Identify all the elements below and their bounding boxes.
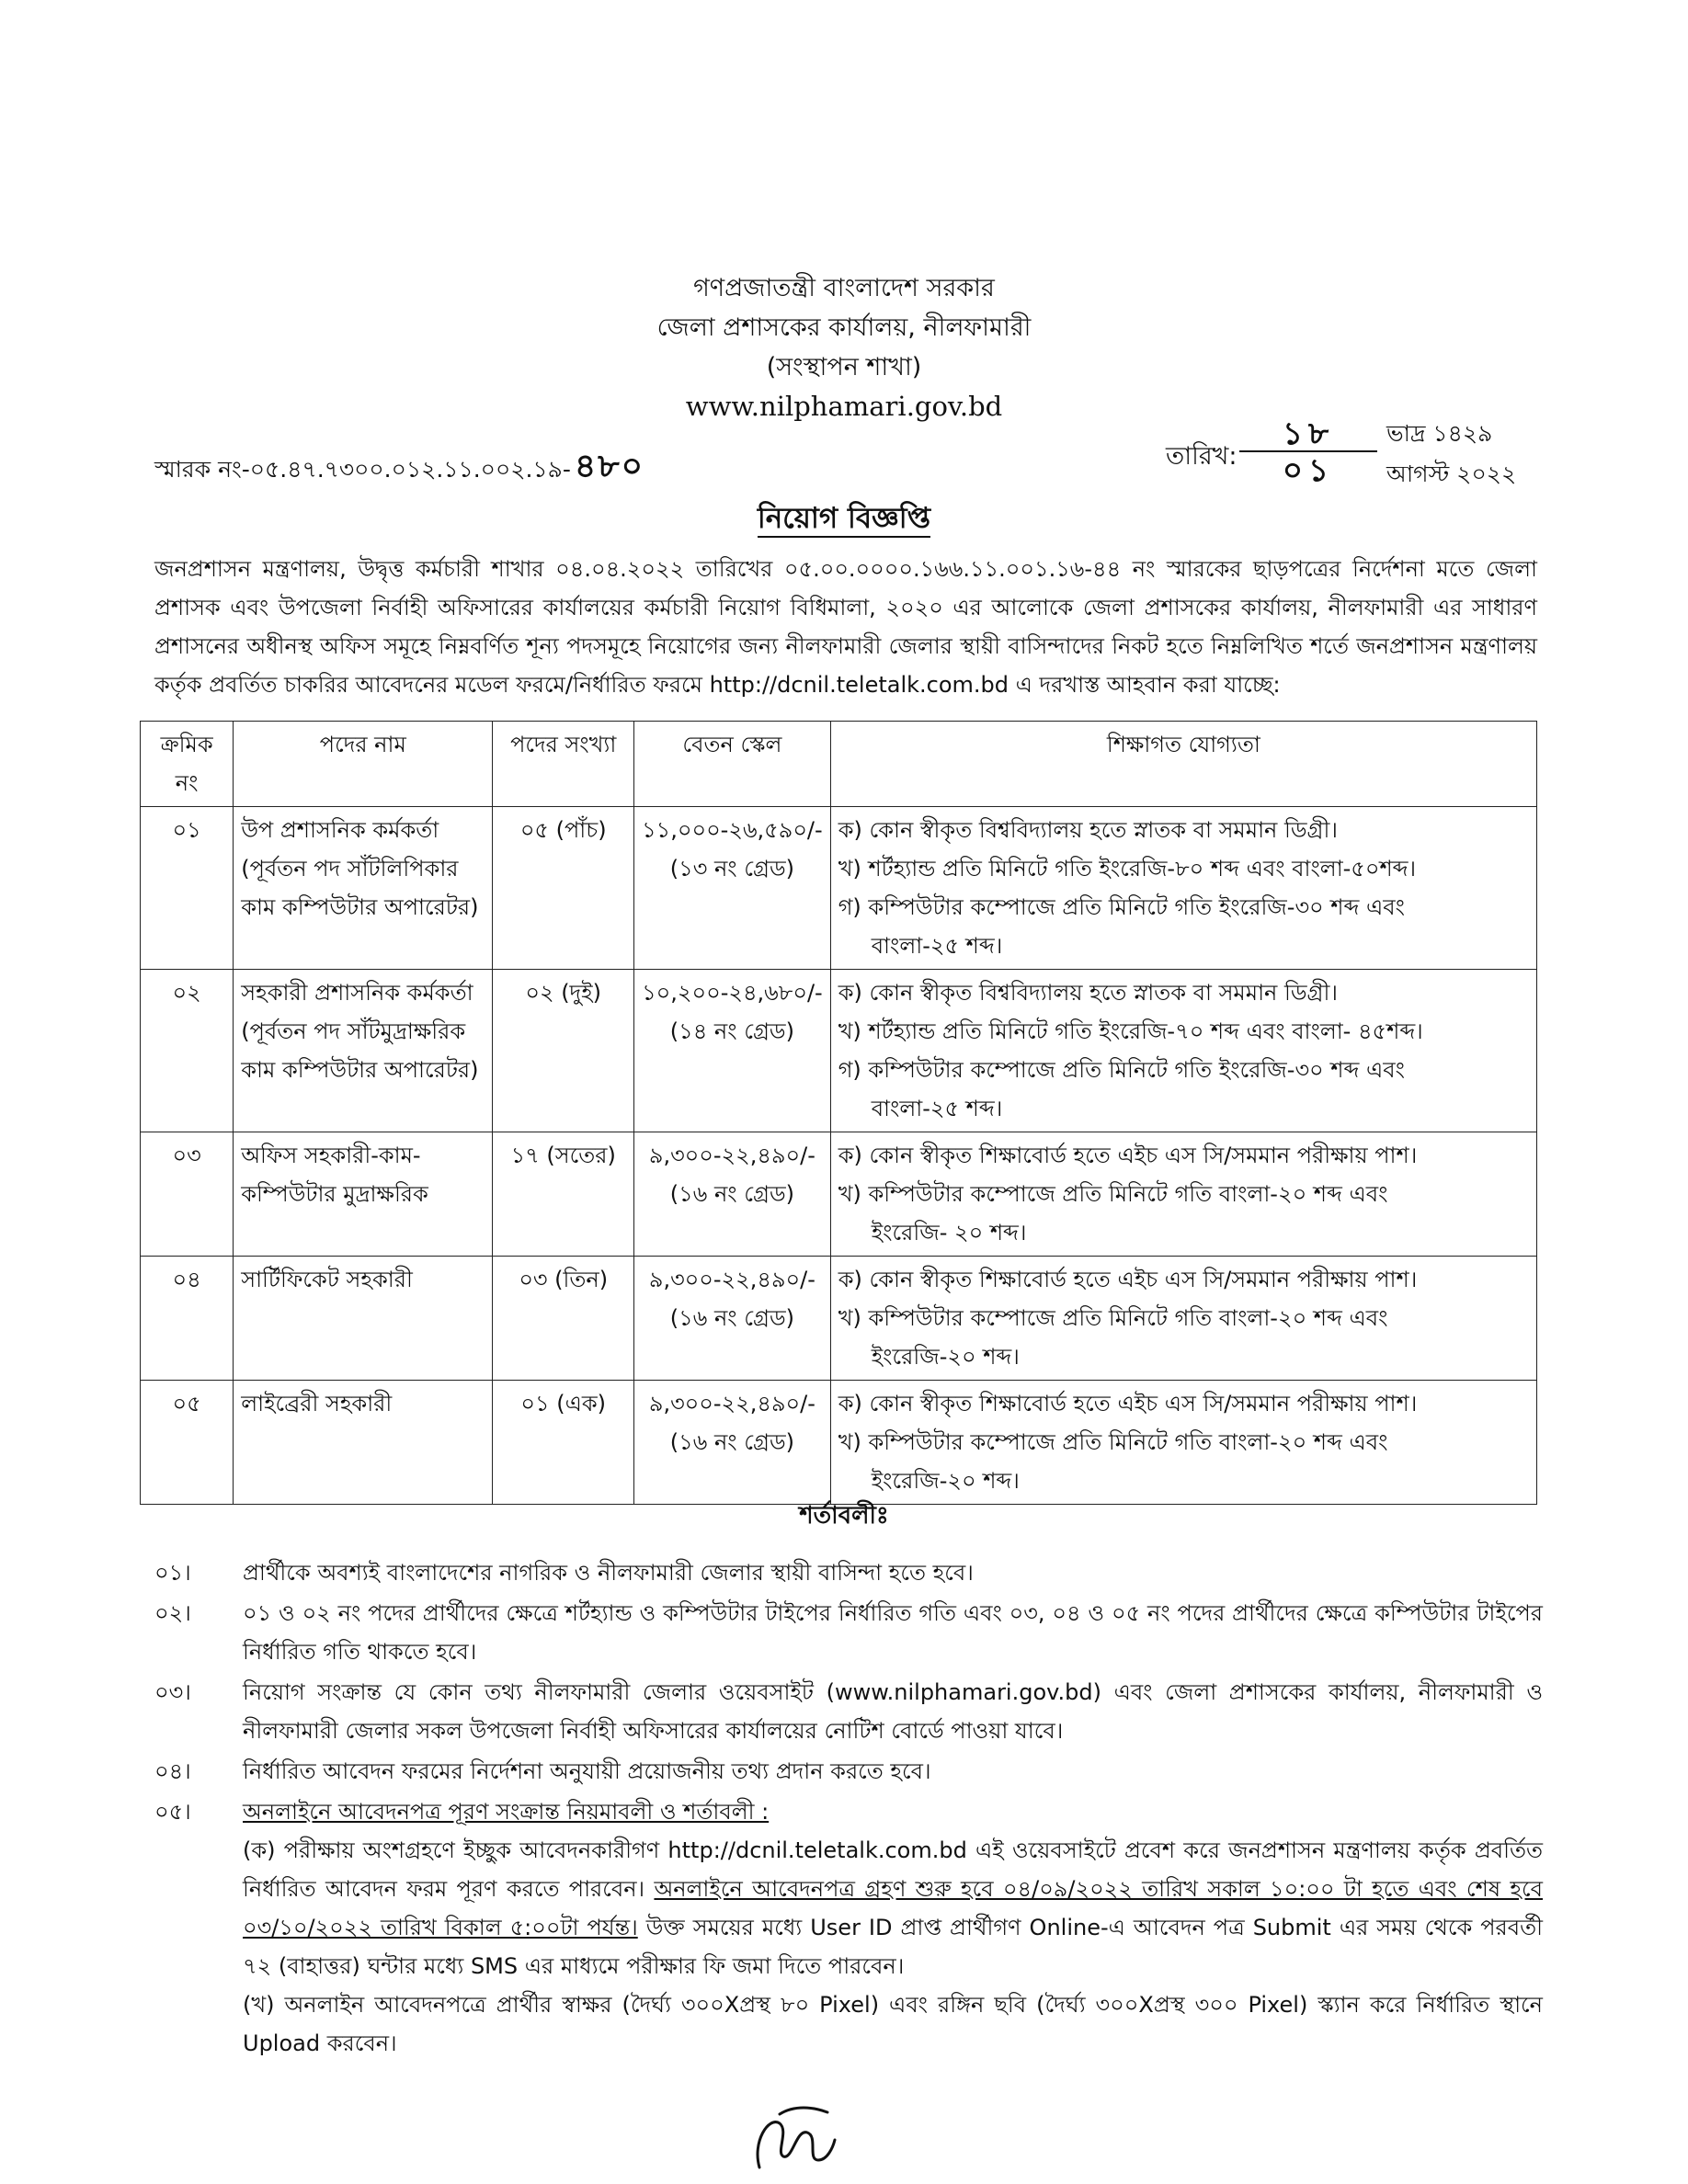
post-name: উপ প্রশাসনিক কর্মকর্তা	[241, 817, 439, 843]
qualification-line: খ) কম্পিউটার কম্পোজে প্রতি মিনিটে গতি বাংলা-২০ শব্দ এবং	[838, 1429, 1388, 1455]
col-count: পদের সংখ্যা	[493, 722, 634, 807]
term-item	[154, 1594, 1543, 1671]
post-name: সার্টিফিকেট সহকারী	[241, 1267, 413, 1292]
posts-table	[140, 721, 1537, 1505]
count-cell: ০১ (এক)	[493, 1381, 634, 1505]
table-row	[141, 1132, 1537, 1257]
term-number: ০৫।	[154, 1799, 191, 1825]
date-label: তারিখ:	[1166, 442, 1237, 471]
qualification-line: ইংরেজি- ২০ শব্দ।	[871, 1220, 1027, 1246]
qualification-line: খ) শর্টহ্যান্ড প্রতি মিনিটে গতি ইংরেজি-৭০ শব্দ এবং বাংলা- ৪৫শব্দ।	[838, 1018, 1423, 1044]
table-row	[141, 970, 1537, 1132]
qualification-line: গ) কম্পিউটার কম্পোজে প্রতি মিনিটে গতি ইংরেজি-৩০ শব্দ এবং	[838, 894, 1405, 920]
post-name: লাইব্রেরী সহকারী	[241, 1391, 393, 1416]
date-bangla-month: ভাদ্র ১৪২৯	[1386, 420, 1493, 447]
serial-cell: ০১	[141, 807, 234, 970]
terms-title: শর্তাবলীঃ	[799, 1502, 889, 1530]
qualification-line: ক) কোন স্বীকৃত বিশ্ববিদ্যালয় হতে স্নাতক বা সমমান ডিগ্রী।	[838, 980, 1338, 1006]
date-block	[1166, 412, 1534, 489]
qualification-line: বাংলা-২৫ শব্দ।	[871, 933, 1003, 959]
qualification-cell	[830, 970, 1536, 1132]
count-cell: ০৩ (তিন)	[493, 1257, 634, 1381]
intro-paragraph: জনপ্রশাসন মন্ত্রণালয়, উদ্বৃত্ত কর্মচারী শাখার ০৪.০৪.২০২২ তারিখের ০৫.০০.০০০০.১৬৬.১১.০০১.১৬-৪৪ নং স্মারকের ছাড়পত্রের নির্দেশনা মতে জেলা প্রশাসক এবং উপজেলা নির্বাহী অফিসারের কার্যালয়ের কর্মচারী নিয়োগ বিধিমালা, ২০২০ এর আলোকে জেলা প্রশাসকের কার্যালয়, নীলফামারী এর সাধারণ প্রশাসনের অধীনস্থ অফিস সমূহে নিম্নবর্ণিত শূন্য পদসমূহে নিয়োগের জন্য নীলফামারী জেলার স্থায়ী বাসিন্দাদের নিকট হতে নিম্নলিখিত শর্তে জনপ্রশাসন মন্ত্রণালয় কর্তৃক প্রবর্তিত চাকরির আবেদনের মডেল ফরমে/নির্ধারিত ফরমে http://dcnil.teletalk.com.bd এ দরখাস্ত আহবান করা যাচ্ছে:	[154, 556, 1537, 698]
post-cell	[234, 807, 493, 970]
memo-number	[154, 441, 644, 496]
qualification-cell	[830, 1381, 1536, 1505]
grade: (১৪ নং গ্রেড)	[669, 1018, 794, 1044]
qualification-line: খ) কম্পিউটার কম্পোজে প্রতি মিনিটে গতি বাংলা-২০ শব্দ এবং	[838, 1181, 1388, 1207]
pay-scale: ১১,০০০-২৬,৫৯০/-	[642, 817, 823, 843]
qualification-line: খ) কম্পিউটার কম্পোজে প্রতি মিনিটে গতি বাংলা-২০ শব্দ এবং	[838, 1305, 1388, 1331]
post-note: (পূর্বতন পদ সাঁটলিপিকার	[241, 856, 459, 882]
term-text: ০১ ও ০২ নং পদের প্রার্থীদের ক্ষেত্রে শর্টহ্যান্ড ও কম্পিউটার টাইপের নির্ধারিত গতি এবং ০৩, ০৪ ও ০৫ নং পদের প্রার্থীদের ক্ষেত্রে কম্পিউটার টাইপের নির্ধারিত গতি থাকতে হবে।	[243, 1600, 1543, 1665]
post-cell	[234, 1381, 493, 1505]
serial-cell: ০৪	[141, 1257, 234, 1381]
memo-handwritten-number: ৪৮০	[574, 448, 645, 485]
signature-mark	[743, 2096, 844, 2178]
terms-list	[154, 1553, 1543, 2065]
serial-cell: ০৫	[141, 1381, 234, 1505]
date-english-month: আগস্ট ২০২২	[1386, 461, 1517, 487]
date-english-day: ০১	[1282, 452, 1335, 489]
notice-title-text: নিয়োগ বিজ্ঞপ্তি	[758, 502, 930, 538]
post-name: অফিস সহকারী-কাম-	[241, 1143, 421, 1168]
office-header	[0, 268, 1688, 427]
table-header-row	[141, 722, 1537, 807]
term-text: নির্ধারিত আবেদন ফরমের নির্দেশনা অনুযায়ী প্রয়োজনীয় তথ্য প্রদান করতে হবে।	[243, 1758, 931, 1784]
count-cell: ০২ (দুই)	[493, 970, 634, 1132]
pay-scale: ৯,৩০০-২২,৪৯০/-	[648, 1143, 815, 1168]
col-post: পদের নাম	[234, 722, 493, 807]
term-text: নিয়োগ সংক্রান্ত যে কোন তথ্য নীলফামারী জেলার ওয়েবসাইট (www.nilphamari.gov.bd) এবং জেলা প্রশাসকের কার্যালয়, নীলফামারী ও নীলফামারী জেলার সকল উপজেলা নির্বাহী অফিসারের কার্যালয়ের নোটিশ বোর্ডে পাওয়া যাবে।	[243, 1679, 1543, 1744]
term-number: ০২।	[154, 1600, 191, 1626]
website-text: www.nilphamari.gov.bd	[685, 391, 1003, 422]
table-row	[141, 807, 1537, 970]
memo-label: স্মারক নং-০৫.৪৭.৭৩০০.০১২.১১.০০২.১৯-	[154, 456, 571, 483]
pay-scale: ৯,৩০০-২২,৪৯০/-	[648, 1391, 815, 1416]
count-cell: ০৫ (পাঁচ)	[493, 807, 634, 970]
qualification-line: গ) কম্পিউটার কম্পোজে প্রতি মিনিটে গতি ইংরেজি-৩০ শব্দ এবং	[838, 1057, 1405, 1083]
col-scale: বেতন স্কেল	[634, 722, 831, 807]
qualification-cell	[830, 807, 1536, 970]
scale-cell	[634, 970, 831, 1132]
section-name: (সংস্থাপন শাখা)	[766, 353, 922, 381]
qualification-line: বাংলা-২৫ শব্দ।	[871, 1096, 1003, 1121]
qualification-cell	[830, 1257, 1536, 1381]
grade: (১৬ নং গ্রেড)	[669, 1429, 794, 1455]
count-cell: ১৭ (সতের)	[493, 1132, 634, 1257]
col-qualification: শিক্ষাগত যোগ্যতা	[830, 722, 1536, 807]
scale-cell	[634, 1132, 831, 1257]
qualification-line: ক) কোন স্বীকৃত শিক্ষাবোর্ড হতে এইচ এস সি/সমমান পরীক্ষায় পাশ।	[838, 1391, 1418, 1416]
term-number: ০১।	[154, 1560, 191, 1586]
online-rule-b: (খ) অনলাইন আবেদনপত্রে প্রার্থীর স্বাক্ষর (দৈর্ঘ্য ৩০০Xপ্রস্থ ৮০ Pixel) এবং রঙ্গিন ছবি (দৈর্ঘ্য ৩০০Xপ্রস্থ ৩০০ Pixel) স্ক্যান করে নির্ধারিত স্থানে Upload করবেন।	[243, 1992, 1543, 2056]
grade: (১৬ নং গ্রেড)	[669, 1305, 794, 1331]
serial-cell: ০২	[141, 970, 234, 1132]
post-name: সহকারী প্রশাসনিক কর্মকর্তা	[241, 980, 473, 1006]
table-row	[141, 1257, 1537, 1381]
post-cell	[234, 1257, 493, 1381]
notice-title	[0, 496, 1688, 544]
pay-scale: ৯,৩০০-২২,৪৯০/-	[648, 1267, 815, 1292]
online-rule-a-fee: উক্ত সময়ের মধ্যে User ID প্রাপ্ত প্রার্থীগণ Online-এ আবেদন পত্র Submit এর সময় থেকে পরবর্তী ৭২ (বাহাত্তর) ঘন্টার মধ্যে SMS এর মাধ্যমে পরীক্ষার ফি জমা দিতে পারবেন।	[243, 1915, 1543, 1979]
post-name: কম্পিউটার মুদ্রাক্ষরিক	[241, 1181, 428, 1207]
post-note: কাম কম্পিউটার অপারেটর)	[241, 894, 479, 920]
col-serial: ক্রমিক নং	[141, 722, 234, 807]
online-rules-heading: অনলাইনে আবেদনপত্র পূরণ সংক্রান্ত নিয়মাবলী ও শর্তাবলী :	[243, 1799, 770, 1825]
scale-cell	[634, 807, 831, 970]
term-item	[154, 1673, 1543, 1750]
qualification-line: খ) শর্টহ্যান্ড প্রতি মিনিটে গতি ইংরেজি-৮০ শব্দ এবং বাংলা-৫০শব্দ।	[838, 856, 1417, 882]
qualification-line: ক) কোন স্বীকৃত শিক্ষাবোর্ড হতে এইচ এস সি/সমমান পরীক্ষায় পাশ।	[838, 1267, 1418, 1292]
govt-name: গণপ্রজাতন্ত্রী বাংলাদেশ সরকার	[693, 274, 995, 302]
qualification-line: ক) কোন স্বীকৃত বিশ্ববিদ্যালয় হতে স্নাতক বা সমমান ডিগ্রী।	[838, 817, 1338, 843]
term-item	[154, 1792, 1543, 2063]
term-number: ০৪।	[154, 1758, 191, 1784]
post-cell	[234, 1132, 493, 1257]
table-row	[141, 1381, 1537, 1505]
scale-cell	[634, 1381, 831, 1505]
online-rule-a	[243, 1831, 1543, 1985]
online-rule-a-text: (ক) পরীক্ষায় অংশগ্রহণে ইচ্ছুক আবেদনকারীগণ http://dcnil.teletalk.com.bd এই ওয়েবসাইটে প্রবেশ করে জনপ্রশাসন মন্ত্রণালয় কর্তৃক প্রবর্তিত নির্ধারিত আবেদন ফরম পূরণ করতে পারবেন।	[243, 1837, 1543, 1902]
term-item	[154, 1752, 1543, 1791]
scale-cell	[634, 1257, 831, 1381]
qualification-line: ক) কোন স্বীকৃত শিক্ষাবোর্ড হতে এইচ এস সি/সমমান পরীক্ষায় পাশ।	[838, 1143, 1418, 1168]
office-name: জেলা প্রশাসকের কার্যালয়, নীলফামারী	[656, 313, 1032, 342]
qualification-cell	[830, 1132, 1536, 1257]
post-note: (পূর্বতন পদ সাঁটমুদ্রাক্ষরিক	[241, 1018, 466, 1044]
grade: (১৬ নং গ্রেড)	[669, 1181, 794, 1207]
qualification-line: ইংরেজি-২০ শব্দ।	[871, 1468, 1020, 1494]
term-number: ০৩।	[154, 1679, 191, 1705]
serial-cell: ০৩	[141, 1132, 234, 1257]
term-text: প্রার্থীকে অবশ্যই বাংলাদেশের নাগরিক ও নীলফামারী জেলার স্থায়ী বাসিন্দা হতে হবে।	[243, 1560, 974, 1586]
application-period: অনলাইনে আবেদনপত্র গ্রহণ শুরু হবে ০৪/০৯/২০২২ তারিখ সকাল ১০:০০ টা হতে এবং শেষ হবে ০৩/১০/২০২২ তারিখ বিকাল ৫:০০টা পর্যন্ত।	[243, 1876, 1543, 1940]
grade: (১৩ নং গ্রেড)	[669, 856, 794, 882]
pay-scale: ১০,২০০-২৪,৬৮০/-	[642, 980, 823, 1006]
term-item	[154, 1553, 1543, 1592]
post-cell	[234, 970, 493, 1132]
qualification-line: ইংরেজি-২০ শব্দ।	[871, 1344, 1020, 1370]
post-note: কাম কম্পিউটার অপারেটর)	[241, 1057, 479, 1083]
date-bangla-day: ১৮	[1282, 415, 1335, 452]
